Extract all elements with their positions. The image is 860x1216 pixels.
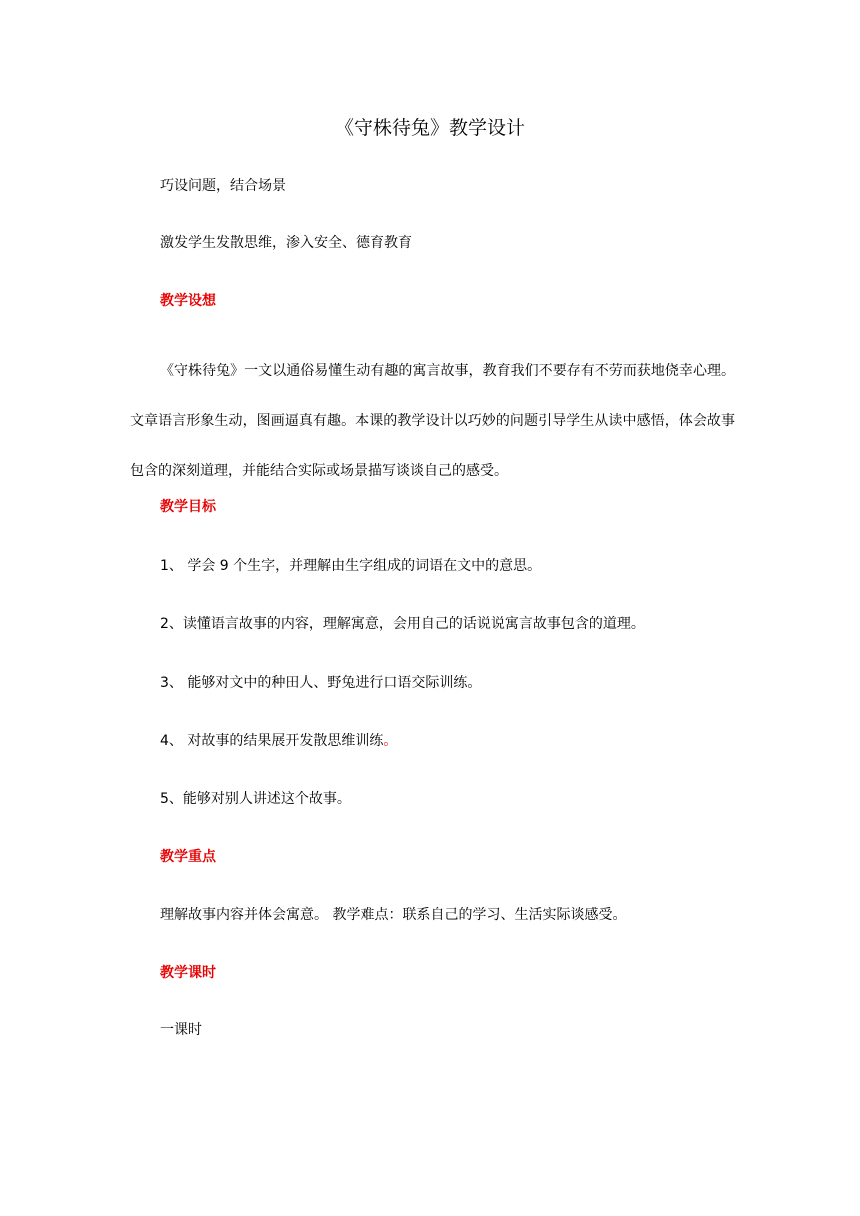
intro-line-1: 巧设问题，结合场景 [160,178,286,194]
goal-item-1: 1、 学会 9 个生字，并理解由生字组成的词语在文中的意思。 [160,558,542,574]
goal-item-2: 2、读懂语言故事的内容，理解寓意，会用自己的话说说寓言故事包含的道理。 [160,616,645,632]
goal-item-4 [160,731,397,751]
goal-item-5: 5、能够对别人讲述这个故事。 [160,791,351,807]
goal-item-4-end-mark: 。 [383,733,398,749]
section-heading-idea: 教学设想 [160,293,216,309]
goal-item-3: 3、 能够对文中的种田人、野兔进行口语交际训练。 [160,675,482,691]
section-heading-hours: 教学课时 [160,965,216,981]
goal-item-4-text: 4、 对故事的结果展开发散思维训练 [160,733,384,749]
section-heading-goals: 教学目标 [160,499,216,515]
focus-text: 理解故事内容并体会寓意。 教学难点：联系自己的学习、生活实际谈感受。 [160,907,627,923]
section-heading-focus: 教学重点 [160,849,216,865]
document-title: 《守株待兔》教学设计 [334,117,525,139]
intro-line-2: 激发学生发散思维，渗入安全、德育教育 [160,235,412,251]
idea-paragraph: 《守株待兔》一文以通俗易懂生动有趣的寓言故事，教育我们不要存有不劳而获地侥幸心理。文章语言形象生动，图画逼真有趣。本课的教学设计以巧妙的问题引导学生从读中感悟，体会故事包含的深刻道理，并能结合实际或场景描写谈谈自己的感受。 [130,363,735,479]
hours-text: 一课时 [160,1022,202,1038]
